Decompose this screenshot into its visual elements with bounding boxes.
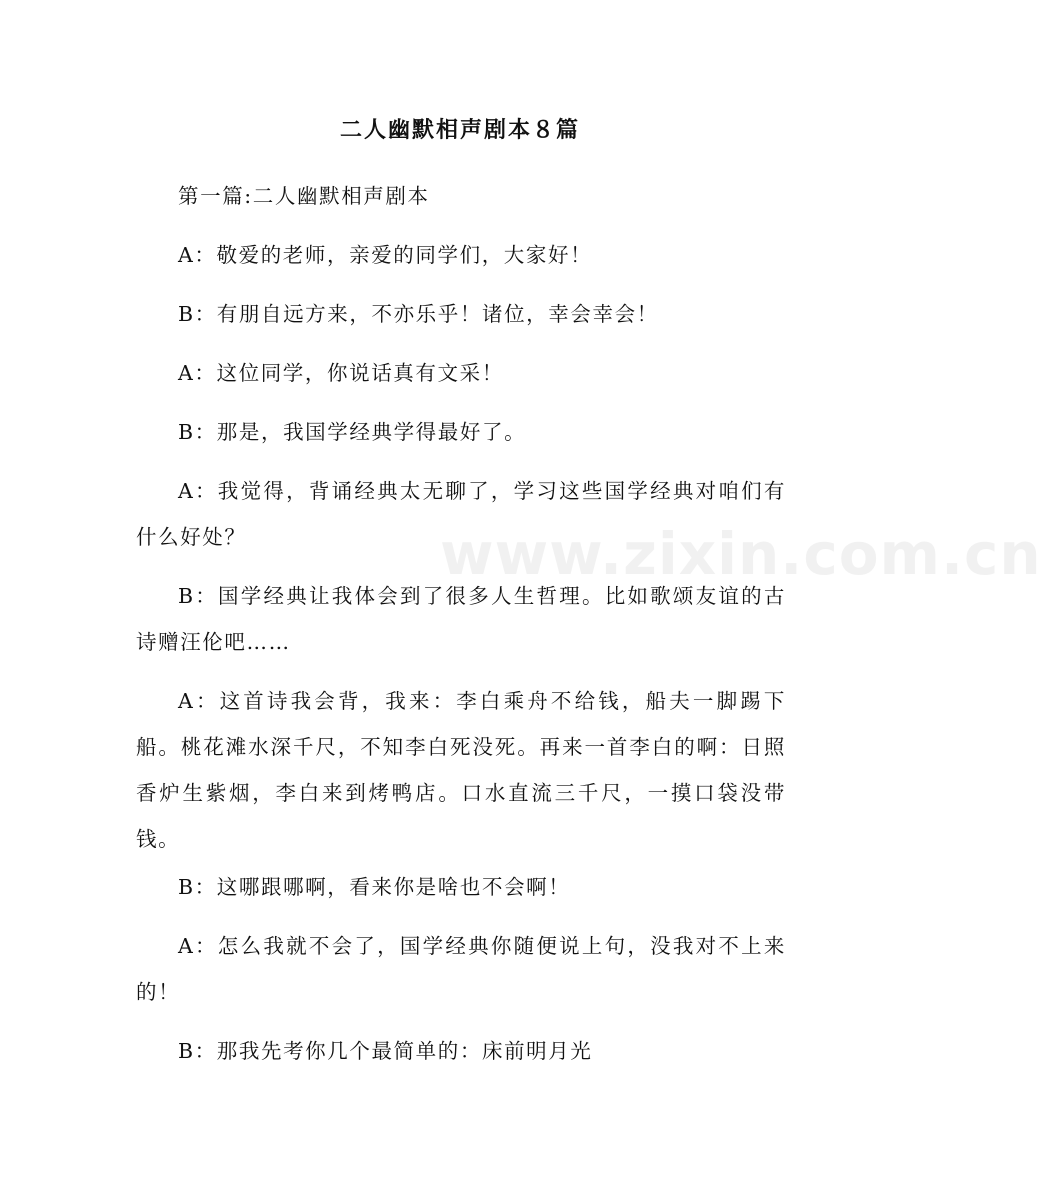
dialogue-line: B：那是，我国学经典学得最好了。 (178, 420, 527, 444)
dialogue-line: A：我觉得，背诵经典太无聊了，学习这些国学经典对咱们有什么好处？ (136, 479, 786, 549)
dialogue-line: B：那我先考你几个最简单的：床前明月光 (178, 1039, 593, 1063)
dialogue-line: A：敬爱的老师，亲爱的同学们，大家好！ (178, 243, 593, 267)
dialogue-line: A：这位同学，你说话真有文采！ (178, 361, 504, 385)
section-heading: 第一篇:二人幽默相声剧本 (178, 184, 430, 208)
watermark: www.zixin.com.cn (440, 520, 1042, 588)
dialogue-line: B：这哪跟哪啊，看来你是啥也不会啊！ (178, 875, 571, 899)
dialogue-line: B：国学经典让我体会到了很多人生哲理。比如歌颂友谊的古诗赠汪伦吧…… (136, 584, 786, 654)
dialogue-line: B：有朋自远方来，不亦乐乎！诸位，幸会幸会！ (178, 302, 659, 326)
document-title: 二人幽默相声剧本８篇 (339, 118, 580, 143)
dialogue-line: A：这首诗我会背，我来：李白乘舟不给钱，船夫一脚踢下船。桃花滩水深千尺，不知李白死没死。再来一首李白的啊：日照香炉生紫烟，李白来到烤鸭店。口水直流三千尺，一摸口袋没带钱。 (136, 689, 786, 851)
dialogue-line: A：怎么我就不会了，国学经典你随便说上句，没我对不上来的！ (136, 934, 786, 1004)
